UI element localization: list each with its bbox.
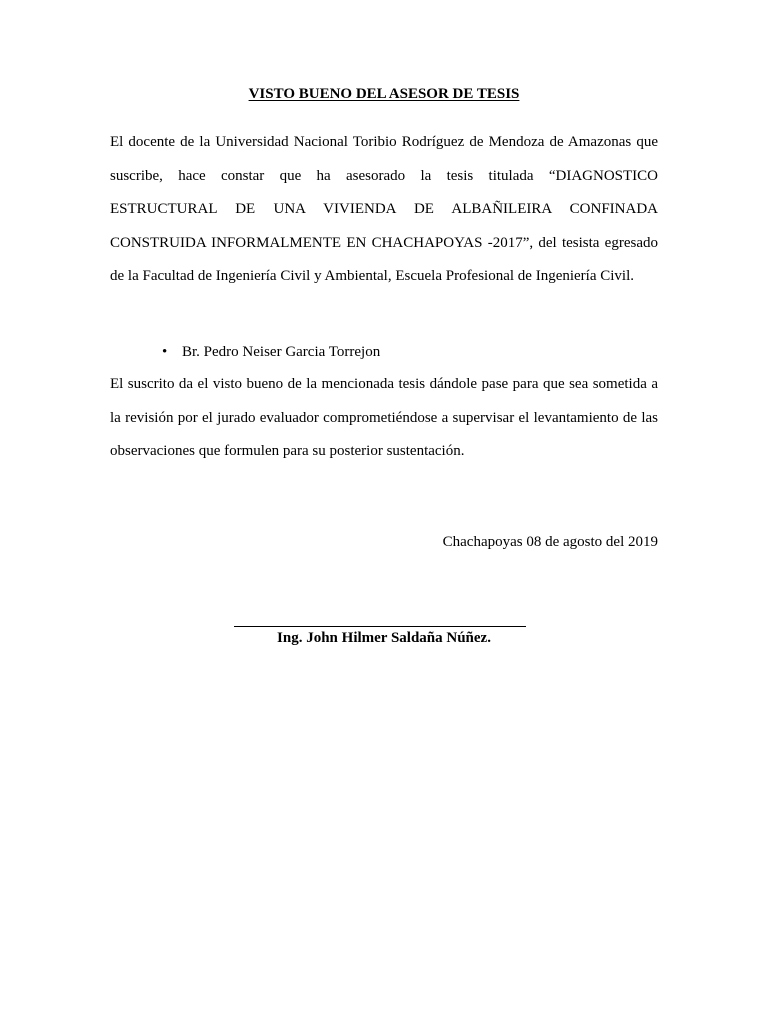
date-line: Chachapoyas 08 de agosto del 2019 <box>442 534 658 550</box>
body-paragraph-2: El suscrito da el visto bueno de la mencionada tesis dándole pase para que sea sometida a la revisión por el jurado evaluador comprometiéndose a supervisar el levantamiento de las observaciones que formulen para su posterior sustentación. <box>110 376 658 459</box>
signatory-name: Ing. John Hilmer Saldaña Núñez. <box>277 630 491 646</box>
student-name: Br. Pedro Neiser Garcia Torrejon <box>182 344 381 360</box>
signature-line <box>234 626 526 627</box>
document-title: VISTO BUENO DEL ASESOR DE TESIS <box>248 86 520 102</box>
bullet-icon: • <box>162 344 168 360</box>
body-paragraph-1: El docente de la Universidad Nacional Toribio Rodríguez de Mendoza de Amazonas que suscribe, hace constar que ha asesorado la tesis titulada “DIAGNOSTICO ESTRUCTURAL DE UNA VIVIENDA DE ALBAÑILEIRA CONFINADA CONSTRUIDA INFORMALMENTE EN CHACHAPOYAS -2017”, del tesista egresado de la Facultad de Ingeniería Civil y Ambiental, Escuela Profesional de Ingeniería Civil. <box>110 134 658 284</box>
bullet-list-item <box>162 344 381 361</box>
